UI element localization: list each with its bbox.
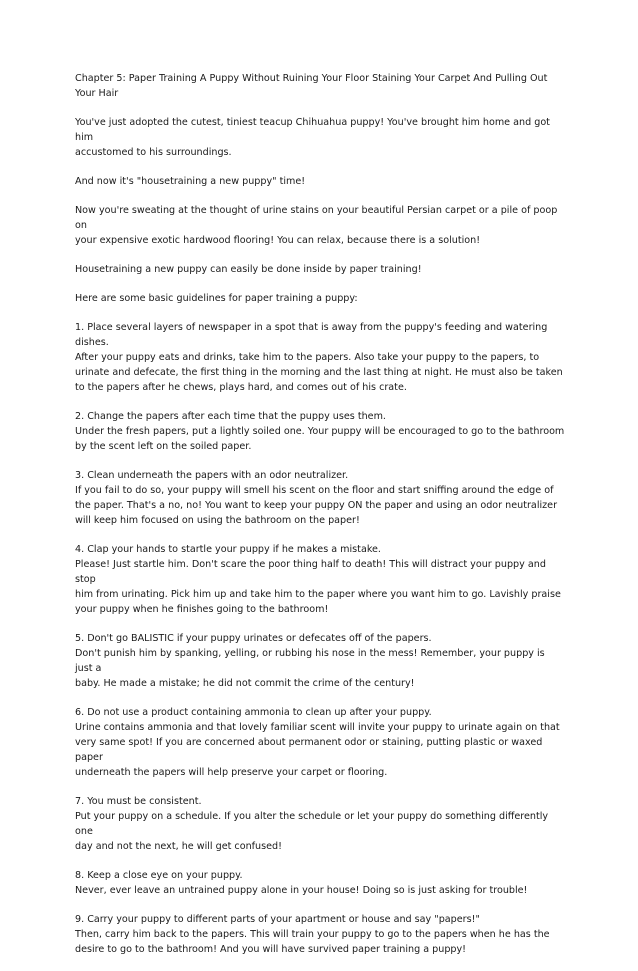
- text-line: 3. Clean underneath the papers with an odor neutralizer.: [75, 470, 349, 481]
- text-line: Never, ever leave an untrained puppy alone in your house! Doing so is just asking for trouble!: [75, 885, 528, 896]
- guideline-3: [75, 468, 565, 528]
- text-line: desire to go to the bathroom! And you will have survived paper training a puppy!: [75, 944, 467, 955]
- text-line: him from urinating. Pick him up and take him to the paper where you want him to go. Lavishly praise: [75, 589, 561, 600]
- text-line: And now it's "housetraining a new puppy" time!: [75, 176, 306, 187]
- text-line: 9. Carry your puppy to different parts of your apartment or house and say "papers!": [75, 914, 480, 925]
- text-line: underneath the papers will help preserve your carpet or flooring.: [75, 767, 388, 778]
- text-line: by the scent left on the soiled paper.: [75, 441, 252, 452]
- text-line: dishes.: [75, 337, 109, 348]
- text-line: will keep him focused on using the bathroom on the paper!: [75, 515, 360, 526]
- text-line: 5. Don't go BALISTIC if your puppy urinates or defecates off of the papers.: [75, 633, 432, 644]
- text-line: 8. Keep a close eye on your puppy.: [75, 870, 243, 881]
- text-line: Please! Just startle him. Don't scare the poor thing half to death! This will distract your puppy and stop: [75, 559, 546, 585]
- intro-paragraph: [75, 115, 565, 160]
- text-line: 1. Place several layers of newspaper in a spot that is away from the puppy's feeding and watering: [75, 322, 548, 333]
- guideline-5: [75, 631, 565, 691]
- title-line: Chapter 5: Paper Training A Puppy Without Ruining Your Floor Staining Your Carpet And Pulling Out: [75, 73, 548, 84]
- text-line: urinate and defecate, the first thing in the morning and the last thing at night. He must also be taken: [75, 367, 563, 378]
- text-line: accustomed to his surroundings.: [75, 147, 232, 158]
- text-line: 4. Clap your hands to startle your puppy if he makes a mistake.: [75, 544, 381, 555]
- text-line: Housetraining a new puppy can easily be done inside by paper training!: [75, 264, 422, 275]
- guideline-4: [75, 542, 565, 617]
- text-line: your expensive exotic hardwood flooring! You can relax, because there is a solution!: [75, 235, 481, 246]
- intro-paragraph: [75, 174, 565, 189]
- guideline-6: [75, 705, 565, 780]
- chapter-title: [75, 71, 565, 101]
- guideline-8: [75, 868, 565, 898]
- text-line: the paper. That's a no, no! You want to keep your puppy ON the paper and using an odor neutralizer: [75, 500, 558, 511]
- intro-paragraph: [75, 262, 565, 277]
- text-line: Under the fresh papers, put a lightly soiled one. Your puppy will be encouraged to go to the bathroom: [75, 426, 565, 437]
- text-line: Don't punish him by spanking, yelling, or rubbing his nose in the mess! Remember, your puppy is just a: [75, 648, 545, 674]
- text-line: After your puppy eats and drinks, take him to the papers. Also take your puppy to the papers, to: [75, 352, 540, 363]
- text-line: 6. Do not use a product containing ammonia to clean up after your puppy.: [75, 707, 432, 718]
- title-line: Your Hair: [75, 88, 119, 99]
- text-line: day and not the next, he will get confused!: [75, 841, 282, 852]
- text-line: Here are some basic guidelines for paper training a puppy:: [75, 293, 358, 304]
- text-line: to the papers after he chews, plays hard, and comes out of his crate.: [75, 382, 407, 393]
- text-line: If you fail to do so, your puppy will smell his scent on the floor and start sniffing around the edge of: [75, 485, 554, 496]
- text-line: You've just adopted the cutest, tiniest teacup Chihuahua puppy! You've brought him home and got him: [75, 117, 550, 143]
- guideline-9: [75, 912, 565, 957]
- text-line: very same spot! If you are concerned about permanent odor or staining, putting plastic or waxed paper: [75, 737, 543, 763]
- intro-paragraph: [75, 203, 565, 248]
- guideline-1: [75, 320, 565, 395]
- text-line: 7. You must be consistent.: [75, 796, 202, 807]
- guideline-2: [75, 409, 565, 454]
- intro-paragraph: [75, 291, 565, 306]
- text-line: 2. Change the papers after each time that the puppy uses them.: [75, 411, 386, 422]
- text-line: Put your puppy on a schedule. If you alter the schedule or let your puppy do something differently one: [75, 811, 549, 837]
- guideline-7: [75, 794, 565, 854]
- document-page: [75, 71, 565, 971]
- text-line: Then, carry him back to the papers. This will train your puppy to go to the papers when he has the: [75, 929, 550, 940]
- text-line: Urine contains ammonia and that lovely familiar scent will invite your puppy to urinate again on that: [75, 722, 560, 733]
- text-line: Now you're sweating at the thought of urine stains on your beautiful Persian carpet or a pile of poop on: [75, 205, 558, 231]
- text-line: baby. He made a mistake; he did not commit the crime of the century!: [75, 678, 415, 689]
- text-line: your puppy when he finishes going to the bathroom!: [75, 604, 329, 615]
